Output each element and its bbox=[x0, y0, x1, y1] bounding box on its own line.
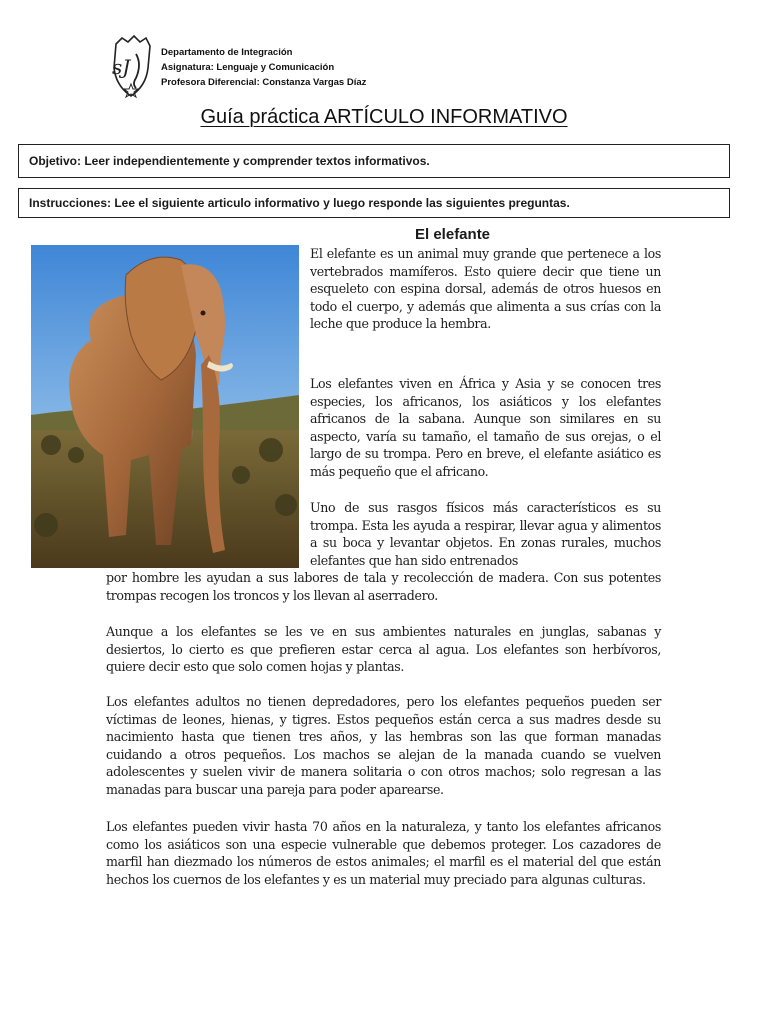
paragraph-3: Uno de sus rasgos físicos más característicos es su trompa. Esta les ayuda a respirar, llevar agua y alimentos a su boca y levantar objetos. En zonas rurales, muchos elefantes que han sido entrenados bbox=[310, 500, 661, 568]
department-label: Departamento de Integración bbox=[161, 47, 293, 58]
elephant-photo bbox=[31, 245, 299, 568]
paragraph-2: Los elefantes viven en África y Asia y se conocen tres especies, los africanos, los asiáticos y los elefantes africanos de la sabana. Aunque son similares en su aspecto, varía su tamaño, el tamaño de sus orejas, o el largo de su trompa. Pero en breve, el elefante asiático es más pequeño que el africano. bbox=[310, 376, 661, 479]
header-info bbox=[161, 45, 366, 90]
page-title-text: Guía práctica ARTÍCULO INFORMATIVO bbox=[200, 106, 568, 128]
paragraph-3-continued: por hombre les ayudan a sus labores de tala y recolección de madera. Con sus potentes trompas recogen los troncos y los llevan al aserradero. bbox=[106, 570, 661, 603]
svg-text:sJ: sJ bbox=[112, 55, 131, 79]
subject-label: Asignatura: Lenguaje y Comunicación bbox=[161, 62, 335, 73]
paragraph-4: Aunque a los elefantes se les ve en sus ambientes naturales en junglas, sabanas y desiertos, lo cierto es que prefieren estar cerca al agua. Los elefantes son herbívoros, quiere decir esto que solo comen hojas y plantas. bbox=[106, 624, 661, 675]
paragraph-1: El elefante es un animal muy grande que pertenece a los vertebrados mamíferos. Esto quiere decir que tiene un esqueleto con espina dorsal, además de otros huesos en todo el cuerpo, y además que alimenta a sus crías con la leche que produce la hembra. bbox=[310, 246, 661, 332]
article-title: El elefante bbox=[415, 226, 491, 243]
paragraph-6: Los elefantes pueden vivir hasta 70 años en la naturaleza, y tanto los elefantes africanos como los asiáticos son una especie vulnerable que debemos proteger. Los cazadores de marfil han diezmado los números de estos animales; el marfil es el material del que están hechos los cuernos de los elefantes y es un material muy preciado para algunas culturas. bbox=[106, 819, 661, 887]
paragraph-5: Los elefantes adultos no tienen depredadores, pero los elefantes pequeños pueden ser víctimas de leones, hienas, y tigres. Estos pequeños están cerca a sus madres desde su nacimiento hasta que tienen tres años, y las hembras son las que forman manadas cuidando a otros pequeños. Los machos se alejan de la manada cuando se vuelven adolescentes y suelen vivir de manera solitaria o con otros machos; solo regresan a las manadas para buscar una pareja para poder aparearse. bbox=[106, 694, 661, 797]
objective-box bbox=[18, 144, 730, 178]
teacher-label: Profesora Diferencial: Constanza Vargas Díaz bbox=[161, 77, 367, 88]
objective-text: Objetivo: Leer independientemente y comprender textos informativos. bbox=[29, 154, 430, 168]
page-title bbox=[0, 106, 768, 129]
school-crest-icon bbox=[106, 34, 156, 100]
instructions-box bbox=[18, 188, 730, 218]
instructions-text: Instrucciones: Lee el siguiente articulo informativo y luego responde las siguientes preguntas. bbox=[29, 196, 570, 210]
